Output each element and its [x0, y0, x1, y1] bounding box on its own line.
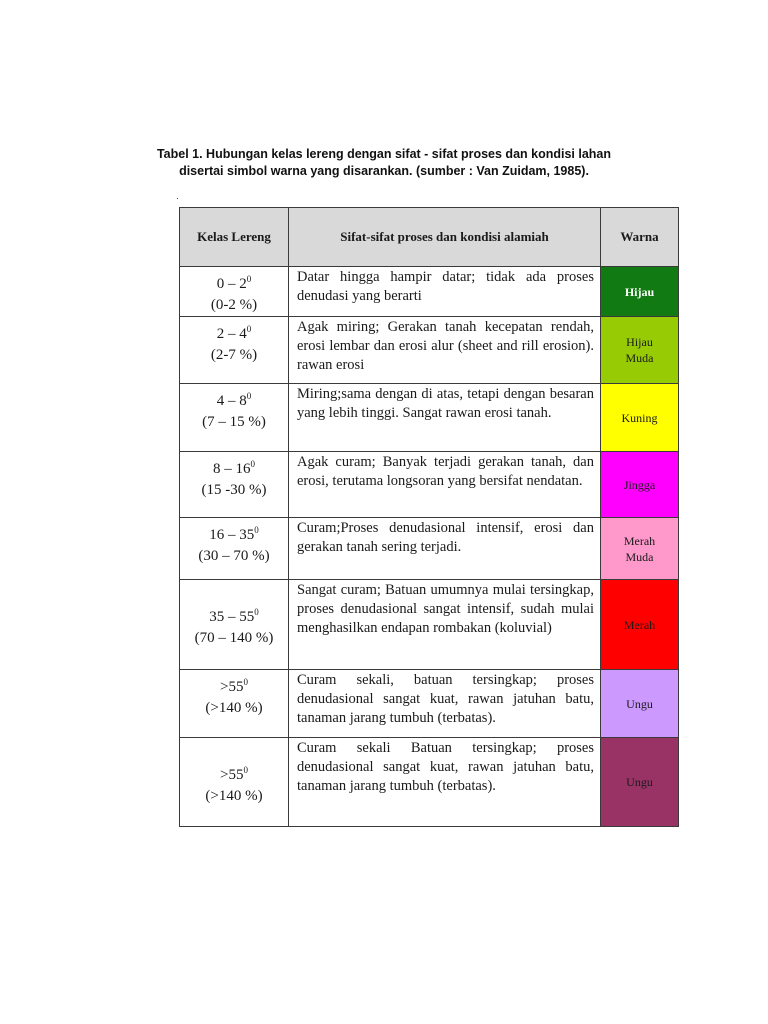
slope-degree: $0 - 2^0$	[216, 274, 252, 292]
slope-degree: $>55^0$	[220, 764, 248, 783]
warna-label: Ungu	[626, 775, 653, 789]
slope-percent: (70 – 140 %)	[194, 630, 274, 646]
table-header-row	[180, 208, 679, 267]
warna-label: Merah Muda	[623, 533, 656, 564]
kelas-lereng-cell	[180, 267, 289, 317]
caption-line-2: disertai simbol warna yang disarankan. (sumber : Van Zuidam, 1985).	[179, 164, 589, 178]
table-caption	[120, 146, 648, 180]
warna-cell	[601, 267, 679, 317]
sifat-cell: Agak curam; Banyak terjadi gerakan tanah, dan erosi, terutama longsoran yang bersifat nendatan.	[289, 452, 601, 518]
slope-degree: $8 - 16^0$	[213, 459, 255, 477]
slope-percent: (0-2 %)	[210, 297, 258, 313]
kelas-lereng-cell	[180, 518, 289, 580]
kelas-lereng-cell	[180, 580, 289, 670]
warna-label: Hijau	[624, 284, 655, 299]
slope-percent: (>140 %)	[205, 700, 263, 716]
sifat-cell: Curam;Proses denudasional intensif, erosi dan gerakan tanah sering terjadi.	[289, 518, 601, 580]
warna-cell	[601, 580, 679, 670]
sifat-cell: Datar hingga hampir datar; tidak ada proses denudasi yang berarti	[289, 267, 601, 317]
sifat-cell: Curam sekali Batuan tersingkap; proses denudasional sangat kuat, rawan jatuhan batu, tanaman jarang tumbuh (terbatas).	[289, 738, 601, 827]
kelas-lereng-cell	[180, 384, 289, 452]
slope-class-table	[179, 207, 679, 827]
warna-cell	[601, 670, 679, 738]
sifat-cell: Agak miring; Gerakan tanah kecepatan rendah, erosi lembar dan erosi alur (sheet and rill erosion). rawan erosi	[289, 317, 601, 384]
kelas-lereng-cell	[180, 738, 289, 827]
warna-label: Merah	[623, 617, 656, 632]
warna-cell	[601, 738, 679, 827]
table-row	[180, 452, 679, 518]
kelas-lereng-cell	[180, 317, 289, 384]
table-row	[180, 267, 679, 317]
warna-label: Kuning	[621, 410, 658, 425]
slope-percent: (>140 %)	[205, 787, 263, 804]
warna-cell	[601, 518, 679, 580]
slope-degree: $35 - 55^0$	[209, 607, 259, 625]
header-sifat: Sifat-sifat proses dan kondisi alamiah	[289, 208, 601, 267]
table-row	[180, 670, 679, 738]
warna-cell	[601, 452, 679, 518]
slope-percent: (15 -30 %)	[201, 482, 267, 498]
warna-label: Ungu	[626, 696, 653, 711]
header-warna: Warna	[601, 208, 679, 267]
warna-cell	[601, 317, 679, 384]
slope-degree: $16 - 35^0$	[209, 525, 259, 543]
slope-percent: (7 – 15 %)	[202, 414, 266, 430]
table-row	[180, 384, 679, 452]
table-row	[180, 518, 679, 580]
table-row	[180, 317, 679, 384]
warna-cell	[601, 384, 679, 452]
warna-label: Hijau Muda	[625, 335, 654, 365]
warna-label: Jingga	[623, 477, 656, 492]
sifat-cell: Sangat curam; Batuan umumnya mulai tersingkap, proses denudasional sangat intensif, sudah mulai menghasilkan endapan rombakan (koluvial)	[289, 580, 601, 670]
slope-degree: $2 - 4^0$	[216, 324, 252, 342]
caption-line-1: Tabel 1. Hubungan kelas lereng dengan sifat - sifat proses dan kondisi lahan	[156, 147, 612, 161]
kelas-lereng-cell	[180, 670, 289, 738]
slope-degree: $4 - 8^0$	[216, 391, 252, 409]
sifat-cell: Curam sekali, batuan tersingkap; proses denudasional sangat kuat, rawan jatuhan batu, tanaman jarang tumbuh (terbatas).	[289, 670, 601, 738]
kelas-lereng-cell	[180, 452, 289, 518]
slope-degree: $>55^0$	[220, 677, 248, 695]
stray-dot: .	[176, 191, 179, 202]
table-row	[180, 738, 679, 827]
slope-percent: (30 – 70 %)	[198, 548, 270, 564]
slope-percent: (2-7 %)	[210, 347, 258, 363]
header-kelas-lereng: Kelas Lereng	[180, 208, 289, 267]
sifat-cell: Miring;sama dengan di atas, tetapi dengan besaran yang lebih tinggi. Sangat rawan erosi tanah.	[289, 384, 601, 452]
table-row	[180, 580, 679, 670]
